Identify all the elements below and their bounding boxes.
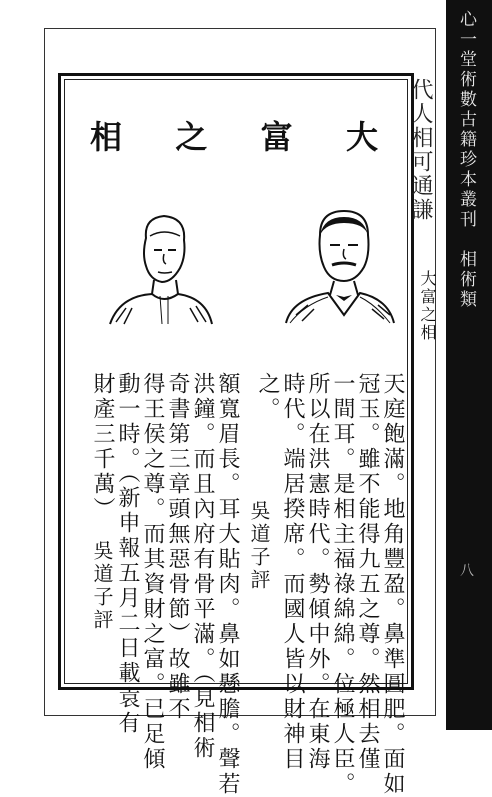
text-column: 之。 [255,372,280,422]
signature: 吳道子評 [247,500,271,592]
text-column: 奇書第三章頭無惡骨節）故雖不 [165,372,190,722]
title-char: 富 [260,118,295,156]
side-label: 大富之相 [418,270,437,342]
text-column: 冠玉。雖不能得九五之尊。然相去僅 [355,372,380,772]
title-char: 之 [175,118,210,156]
portrait-right-image [284,205,396,325]
text-column: 一間耳。是相主福祿綿綿。位極人臣。 [330,372,355,797]
signature: 吳道子評 [90,540,114,632]
title-char: 相 [90,118,125,156]
text-column: 時代。端居揆席。而國人皆以財神目 [280,372,305,772]
page-title [90,112,380,158]
side-header: 代人相可通謙 [408,78,433,222]
portrait-left-image [106,208,214,326]
spine-title: 心一堂術數古籍珍本叢刊 相術類 [456,10,476,310]
title-char: 大 [345,118,380,156]
text-column: 得王侯之尊。而其資財之富。已足傾 [140,372,165,772]
text-column: 所以在洪憲時代。勢傾中外。在東海 [305,372,330,772]
spine-page-number: 八 [460,563,474,579]
text-column: 洪鐘。而且內府有骨平滿。（見相術 [190,372,215,761]
text-column: 額寬眉長。耳大貼肉。鼻如懸膽。聲若 [215,372,240,797]
text-column: 動一時。（新申報五月二日載袁有 [115,372,140,736]
text-column: 財產三千萬） [90,372,115,522]
text-column: 天庭飽滿。地角豐盈。鼻準圓肥。面如 [380,372,405,797]
